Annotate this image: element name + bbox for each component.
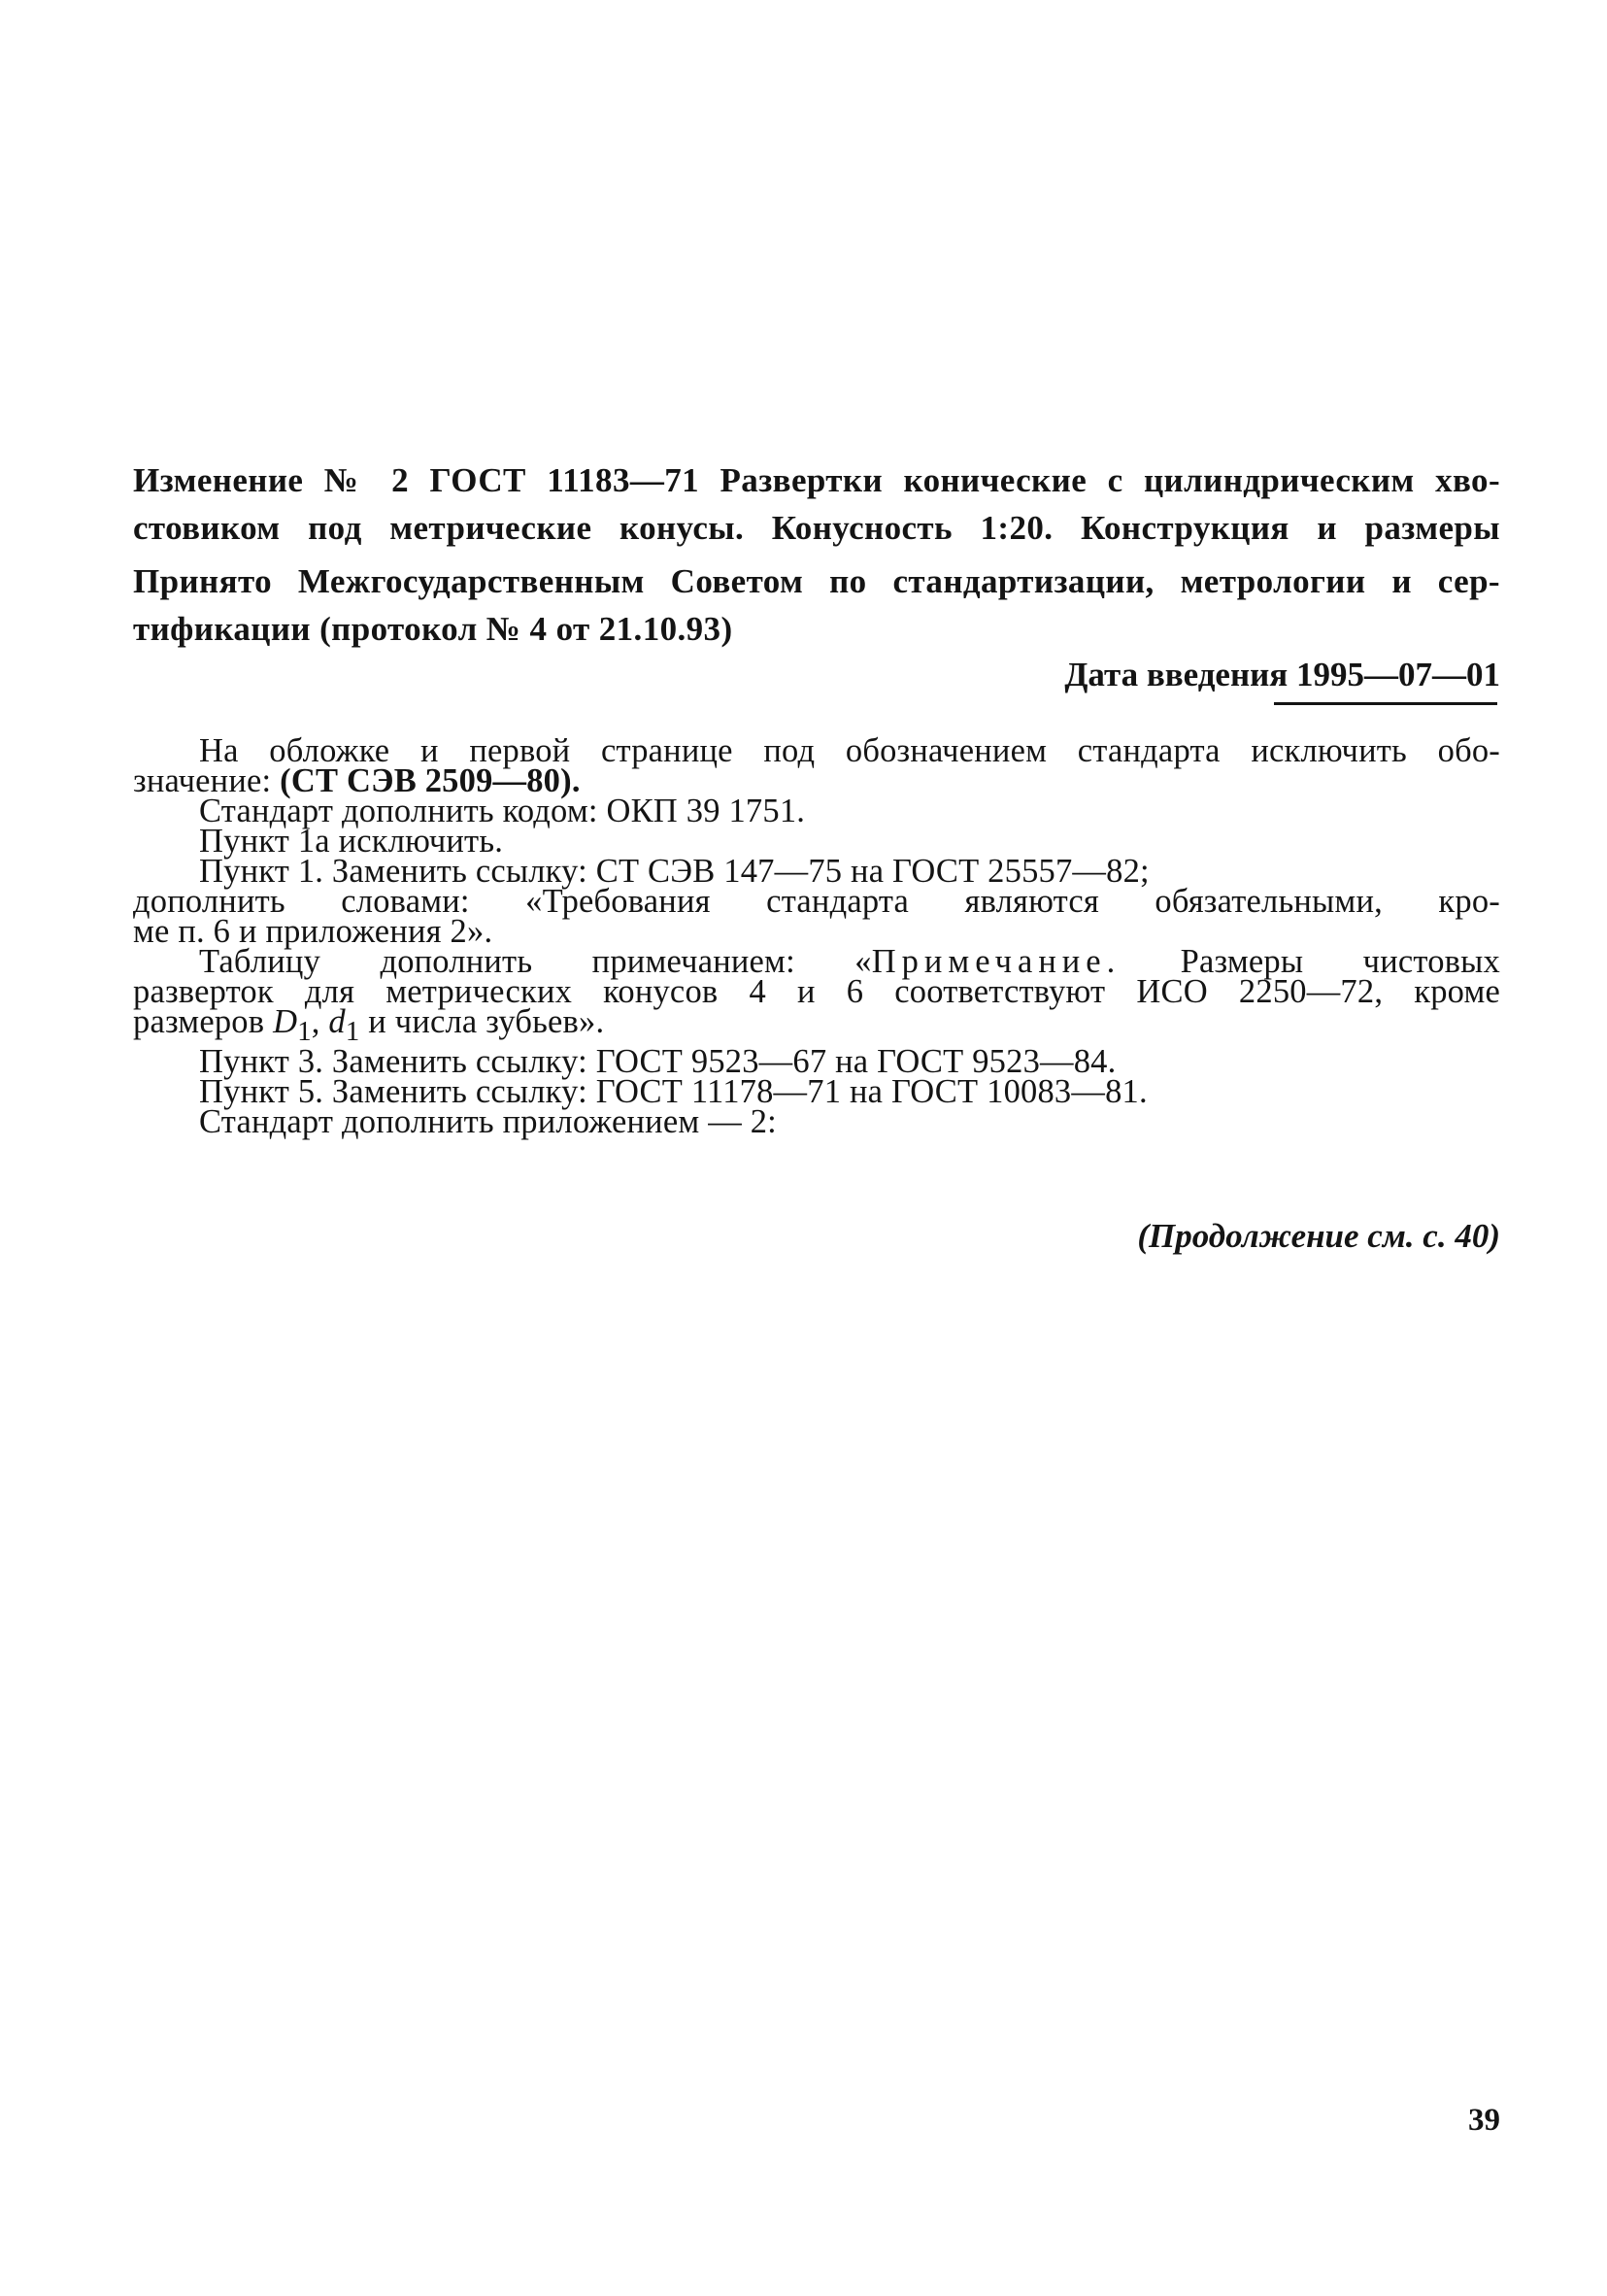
p5-note-label: Примечание. [871,943,1122,980]
amendment-heading [133,456,1500,552]
p5-symbol-D-sub: 1 [297,1015,312,1047]
p5-symbol-d: d [328,1003,346,1040]
p1-line-2-start: значение: [133,762,281,799]
p3: Пункт 1а исключить. [199,823,504,860]
p4-line-3: ме п. 6 и приложения 2». [133,913,493,950]
p2: Стандарт дополнить кодом: ОКП 39 1751. [199,793,806,829]
effective-date-label: Дата введения [1064,656,1289,693]
p5-line-3-b: и числа зубьев». [359,1003,605,1040]
page-number: 39 [1468,2103,1500,2138]
continuation-note: (Продолжение см. с. 40) [1137,1217,1500,1255]
adoption-line-1: Принято Межгосударственным Советом по стандартизации, метрологии и сер- [133,562,1500,600]
p5-line-1-a: Таблицу дополнить примечанием: « [199,943,872,980]
p1-line-2-code: (СТ СЭВ 2509—80). [280,762,581,799]
p7: Пункт 5. Заменить ссылку: ГОСТ 11178—71 на ГОСТ 10083—81. [199,1072,1148,1110]
p5-line-2: разверток для метрических конусов 4 и 6 соответствуют ИСО 2250—72, кроме [133,973,1500,1010]
amendment-body [133,732,1500,1140]
effective-date [1064,651,1500,698]
p8: Стандарт дополнить приложением — 2: [199,1102,777,1140]
p4-line-1: Пункт 1. Заменить ссылку: СТ СЭВ 147—75 на ГОСТ 25557—82; [199,853,1150,890]
date-underline [1274,702,1497,705]
p4-line-2: дополнить словами: «Требования стандарта являются обязательными, кро- [133,883,1500,920]
p5-symbol-D: D [273,1003,298,1040]
effective-date-value: 1995—07—01 [1296,656,1500,693]
heading-line-2: стовиком под метрические конусы. Конусность 1:20. Конструкция и размеры [133,509,1500,547]
p5-line-1-b: Размеры чистовых [1121,943,1500,980]
adoption-statement [133,557,1500,653]
p5-line-3-sep: , [311,1003,329,1040]
p1-line-1: На обложке и первой странице под обозначением стандарта исключить обо- [199,732,1500,769]
p6: Пункт 3. Заменить ссылку: ГОСТ 9523—67 на ГОСТ 9523—84. [199,1042,1117,1080]
adoption-line-2: тификации (протокол № 4 от 21.10.93) [133,610,733,648]
p5-line-3 [133,1003,1500,1047]
p5-line-3-a: размеров [133,1003,274,1040]
heading-line-1: Изменение № 2 ГОСТ 11183—71 Развертки конические с цилиндрическим хво- [133,461,1500,499]
p5-symbol-d-sub: 1 [345,1015,360,1047]
